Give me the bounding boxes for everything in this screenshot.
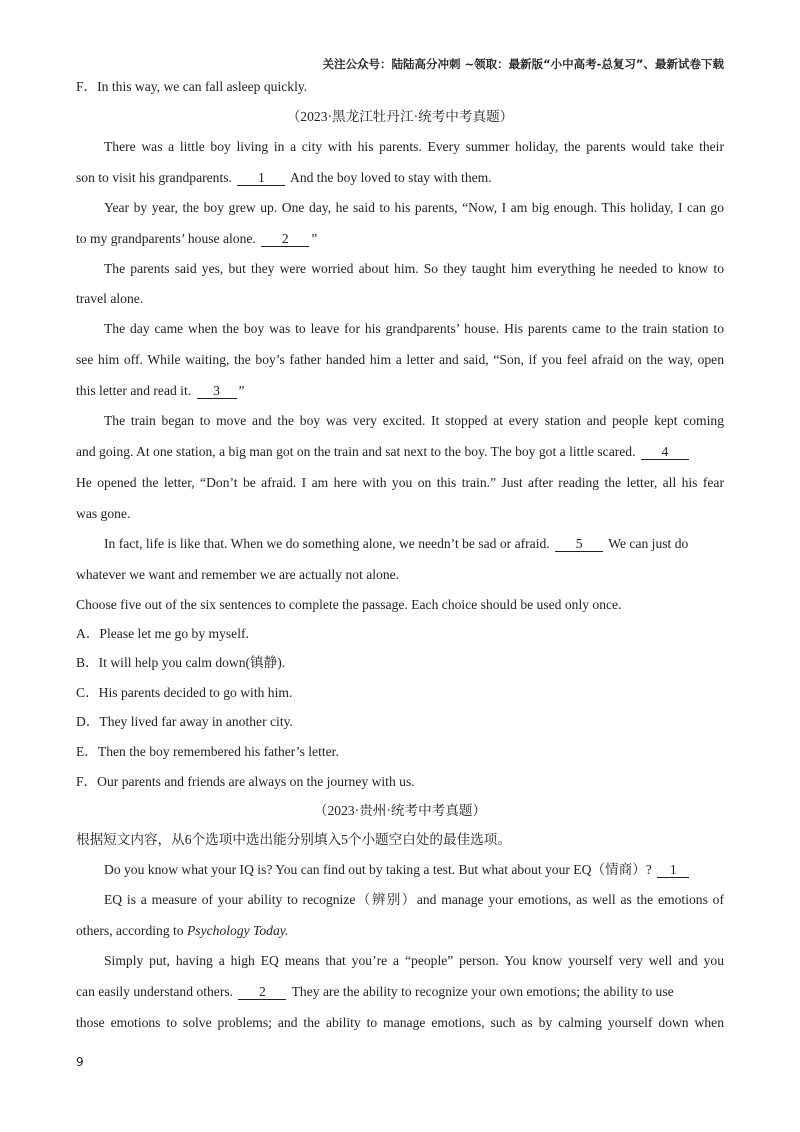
passage1-text-line xyxy=(76,230,724,248)
text-fragment: In fact, life is like that. When we do something alone, we needn’t be sad or afraid. xyxy=(104,536,550,551)
passage1-text-line: whatever we want and remember we are actually not alone. xyxy=(76,567,400,582)
text-fragment: can easily understand others. xyxy=(76,984,234,999)
passage2-text-line xyxy=(76,983,724,1001)
option-e: E．Then the boy remembered his father’s letter. xyxy=(76,744,339,759)
text-fragment: ” xyxy=(238,383,245,398)
passage1-text-line xyxy=(76,382,724,400)
passage1-text-line: The parents said yes, but they were worried about him. So they taught him everything he needed to know to xyxy=(104,261,724,276)
passage1-text-line: see him off. While waiting, the boy’s father handed him a letter and said, “Son, if you feel afraid on the way, open xyxy=(76,352,724,367)
text-fragment: this letter and read it. xyxy=(76,383,192,398)
passage2-instruction: 根据短文内容，从6个选项中选出能分别填入5个小题空白处的最佳选项。 xyxy=(76,832,511,847)
passage1-text-line: travel alone. xyxy=(76,291,144,306)
page-header: 关注公众号：陆陆高分冲刺 ~领取：最新版“小中高考-总复习”、最新试卷下载 xyxy=(322,57,724,71)
passage1-text-line xyxy=(76,169,724,187)
option-d: D．They lived far away in another city. xyxy=(76,714,293,729)
option-b: B．It will help you calm down(镇静). xyxy=(76,655,286,670)
blank-1: 1 xyxy=(657,862,689,878)
option-f: F．Our parents and friends are always on the journey with us. xyxy=(76,774,415,789)
passage2-source: （2023·贵州·统考中考真题） xyxy=(313,803,487,818)
previous-option-f: F．In this way, we can fall asleep quickly. xyxy=(76,79,308,94)
text-fragment: and going. At one station, a big man got on the train and sat next to the boy. The boy got a little scared. xyxy=(76,444,636,459)
blank-2: 2 xyxy=(261,231,309,247)
passage1-text-line: He opened the letter, “Don’t be afraid. I am here with you on this train.” Just after reading the letter, all his fear xyxy=(76,475,724,490)
passage1-text-line xyxy=(104,535,724,553)
passage1-source: （2023·黑龙江牡丹江·统考中考真题） xyxy=(286,109,514,124)
passage1-text-line xyxy=(76,443,724,461)
blank-3: 3 xyxy=(197,383,237,399)
text-fragment: Do you know what your IQ is? You can find out by taking a test. But what about your EQ（情商）? xyxy=(104,862,652,877)
passage1-text-line: The day came when the boy was to leave for his grandparents’ house. His parents came to the train station to xyxy=(104,321,724,336)
passage2-text-line: those emotions to solve problems; and the ability to manage emotions, such as by calming yourself down when xyxy=(76,1015,724,1030)
text-fragment: to my grandparents’ house alone. xyxy=(76,231,256,246)
option-c: C．His parents decided to go with him. xyxy=(76,685,293,700)
text-fragment: ” xyxy=(311,231,318,246)
passage1-text-line: was gone. xyxy=(76,506,131,521)
text-fragment: And the boy loved to stay with them. xyxy=(290,170,492,185)
option-a: A．Please let me go by myself. xyxy=(76,626,249,641)
text-fragment: others, according to xyxy=(76,923,184,938)
blank-5: 5 xyxy=(555,536,603,552)
passage2-text-line: EQ is a measure of your ability to recognize（辨别）and manage your emotions, as well as the emotions of xyxy=(104,892,724,907)
text-fragment: We can just do xyxy=(608,536,689,551)
text-fragment: They are the ability to recognize your own emotions; the ability to use xyxy=(291,984,674,999)
passage2-text-line: Simply put, having a high EQ means that you’re a “people” person. You know yourself very well and you xyxy=(104,953,724,968)
passage1-text-line: Year by year, the boy grew up. One day, he said to his parents, “Now, I am big enough. This holiday, I can go xyxy=(104,200,724,215)
text-fragment: son to visit his grandparents. xyxy=(76,170,232,185)
passage2-text-line xyxy=(104,861,724,879)
blank-1: 1 xyxy=(237,170,285,186)
passage1-text-line: There was a little boy living in a city with his parents. Every summer holiday, the parents would take their xyxy=(104,139,724,154)
blank-2: 2 xyxy=(238,984,286,1000)
blank-4: 4 xyxy=(641,444,689,460)
passage2-text-line xyxy=(76,922,724,940)
page-number: 9 xyxy=(76,1055,84,1069)
passage1-text-line: The train began to move and the boy was very excited. It stopped at every station and people kept coming xyxy=(104,413,724,428)
source-title: Psychology Today. xyxy=(187,923,289,938)
passage1-instruction: Choose five out of the six sentences to complete the passage. Each choice should be used only once. xyxy=(76,597,622,612)
